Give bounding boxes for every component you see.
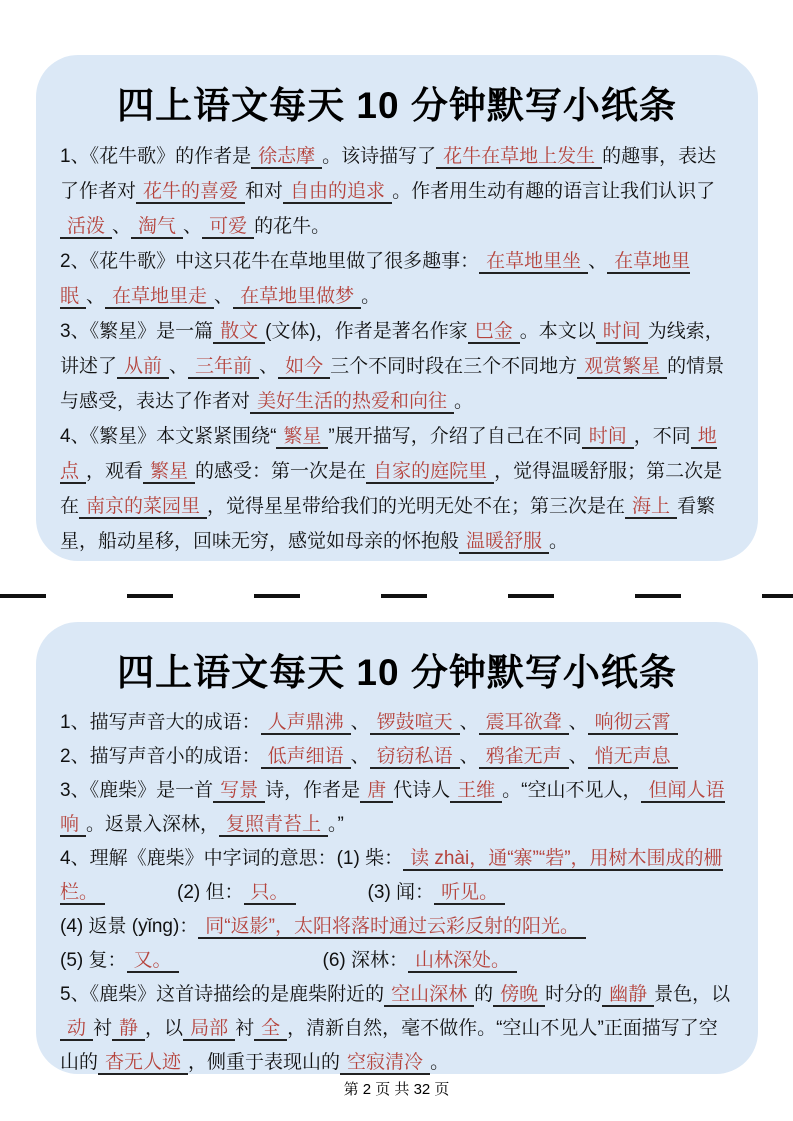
question-text: 衬 — [235, 1018, 255, 1039]
worksheet-item — [60, 139, 734, 244]
question-text: 诗，作者是 — [265, 780, 361, 801]
question-text: 、 — [259, 356, 279, 377]
question-text: 。 — [361, 286, 381, 307]
answer-blank: 时间 — [582, 426, 634, 449]
question-text: 的感受：第一次是在 — [195, 461, 367, 482]
worksheet-item — [60, 978, 734, 1080]
question-text: (5) 复： — [60, 950, 127, 971]
dashed-cut-line — [0, 594, 793, 598]
answer-blank: 花牛在草地上发生 — [436, 146, 602, 169]
question-text: 3、《繁星》是一篇 — [60, 321, 214, 342]
question-text: 、 — [214, 286, 234, 307]
question-text: 的花牛。 — [254, 216, 331, 237]
question-text: 、 — [568, 746, 588, 767]
answer-blank: 在草地里坐 — [479, 251, 588, 274]
answer-blank: 自由的追求 — [283, 181, 392, 204]
question-text: 4、《繁星》本文紧紧围绕“ — [60, 426, 277, 447]
worksheet-card-top — [36, 55, 758, 561]
question-text: 、 — [112, 216, 132, 237]
answer-blank: 活泼 — [60, 216, 112, 239]
question-text: 、 — [350, 712, 370, 733]
answer-blank: 听见。 — [434, 882, 505, 905]
question-text: 看繁星，船动星移，回味无穷，感觉如母亲的怀抱般 — [60, 496, 716, 552]
answer-blank: 散文 — [213, 321, 265, 344]
question-text: 。返景入深林， — [86, 814, 220, 835]
answer-blank: 锣鼓喧天 — [370, 712, 460, 735]
worksheet-card-bottom — [36, 622, 758, 1074]
question-text: 。“空山不见人， — [502, 780, 642, 801]
question-text: ，清新自然，毫不做作。“空山不见人”正面描写了空山的 — [60, 1018, 718, 1073]
answer-blank: 复照青苔上 — [219, 814, 328, 837]
question-text: 景色，以 — [654, 984, 731, 1005]
answer-blank: 唐 — [360, 780, 393, 803]
answer-blank: 但闻人语响 — [60, 780, 725, 835]
answer-blank: 温暖舒服 — [459, 531, 549, 554]
question-text: 的 — [474, 984, 494, 1005]
question-text: 3、《鹿柴》是一首 — [60, 780, 214, 801]
answer-blank: 如今 — [278, 356, 330, 379]
answer-blank: 又。 — [127, 950, 179, 973]
question-text: 和对 — [245, 181, 284, 202]
answer-blank: 可爱 — [202, 216, 254, 239]
question-text: 。” — [328, 814, 344, 835]
card-body — [60, 139, 734, 559]
answer-blank: 自家的庭院里 — [366, 461, 494, 484]
card-title: 四上语文每天 10 分钟默写小纸条 — [117, 652, 677, 693]
question-text: 、 — [169, 356, 189, 377]
answer-blank: 写景 — [213, 780, 265, 803]
question-text: 的情景与感受，表达了作者对 — [60, 356, 725, 412]
page-number: 第 2 页 共 32 页 — [343, 1081, 450, 1098]
answer-blank: 空寂清冷 — [340, 1052, 430, 1075]
answer-blank: 人声鼎沸 — [261, 712, 351, 735]
worksheet-item — [60, 944, 734, 978]
question-text: 的趣事，表达了作者对 — [60, 146, 717, 202]
question-text: 为线索，讲述了 — [60, 321, 724, 377]
card-title: 四上语文每天 10 分钟默写小纸条 — [117, 85, 677, 126]
answer-blank: 读 zhài，通“寨”“砦”，用树木围成的栅栏。 — [60, 848, 723, 903]
question-text: ，觉得星星带给我们的光明无处不在；第三次是在 — [207, 496, 626, 517]
answer-blank: 地点 — [60, 426, 717, 482]
question-text: 、 — [350, 746, 370, 767]
question-text: 2、描写声音小的成语： — [60, 746, 261, 767]
question-text: 2、《花牛歌》中这只花牛在草地里做了很多趣事： — [60, 251, 480, 272]
answer-blank: 徐志摩 — [251, 146, 322, 169]
answer-blank: 窃窃私语 — [370, 746, 460, 769]
answer-blank: 王维 — [450, 780, 502, 803]
question-text: 。 — [430, 1052, 450, 1073]
question-text: 三个不同时段在三个不同地方 — [330, 356, 578, 377]
question-text: 衬 — [93, 1018, 113, 1039]
answer-blank: 时间 — [596, 321, 648, 344]
answer-blank: 全 — [254, 1018, 287, 1041]
question-text: (4) 返景 (yǐng)： — [60, 916, 199, 937]
question-text: 。 — [549, 531, 569, 552]
question-text: 、 — [588, 251, 608, 272]
question-text: 1、《花牛歌》的作者是 — [60, 146, 252, 167]
answer-blank: 在草地里走 — [105, 286, 214, 309]
question-text: 时分的 — [545, 984, 603, 1005]
question-text: 。该诗描写了 — [322, 146, 437, 167]
answer-blank: 从前 — [117, 356, 169, 379]
worksheet-item — [60, 244, 734, 314]
answer-blank: 杳无人迹 — [98, 1052, 188, 1075]
answer-blank: 只。 — [244, 882, 296, 905]
answer-blank: 傍晚 — [493, 984, 545, 1007]
answer-blank: 山林深处。 — [408, 950, 517, 973]
answer-blank: 鸦雀无声 — [479, 746, 569, 769]
answer-blank: 幽静 — [602, 984, 654, 1007]
answer-blank: 低声细语 — [261, 746, 351, 769]
answer-blank: 美好生活的热爱和向往 — [250, 391, 454, 414]
answer-blank: 静 — [112, 1018, 145, 1041]
worksheet-item — [60, 910, 734, 944]
answer-blank: 观赏繁星 — [577, 356, 667, 379]
answer-blank: 花牛的喜爱 — [136, 181, 245, 204]
question-text: ，觉得温暖舒服；第二次是在 — [60, 461, 723, 517]
question-text: 、 — [459, 712, 479, 733]
question-text: ，观看 — [86, 461, 144, 482]
question-text: 。本文以 — [519, 321, 596, 342]
question-text: (3) 闻： — [367, 882, 435, 903]
answer-blank: 巴金 — [468, 321, 520, 344]
worksheet-item — [60, 740, 734, 774]
answer-blank: 南京的菜园里 — [79, 496, 207, 519]
question-text: ，以 — [145, 1018, 184, 1039]
answer-blank: 悄无声息 — [588, 746, 678, 769]
answer-blank: 淘气 — [131, 216, 183, 239]
question-text: (文体)，作者是著名作家 — [265, 321, 468, 342]
question-text: 、 — [459, 746, 479, 767]
worksheet-item — [60, 842, 734, 910]
question-text: 、 — [183, 216, 203, 237]
question-text: ”展开描写，介绍了自己在不同 — [328, 426, 582, 447]
answer-blank: 海上 — [625, 496, 677, 519]
question-text: 、 — [86, 286, 106, 307]
answer-blank: 三年前 — [188, 356, 259, 379]
worksheet-item — [60, 706, 734, 740]
question-text: 1、描写声音大的成语： — [60, 712, 261, 733]
answer-blank: 空山深林 — [384, 984, 474, 1007]
question-text: ，不同 — [633, 426, 691, 447]
answer-blank: 局部 — [183, 1018, 235, 1041]
question-text: (6) 深林： — [322, 950, 409, 971]
question-text: 。 — [454, 391, 474, 412]
question-text: (2) 但： — [177, 882, 244, 903]
answer-blank: 震耳欲聋 — [479, 712, 569, 735]
question-text: 5、《鹿柴》这首诗描绘的是鹿柴附近的 — [60, 984, 385, 1005]
question-text: 4、理解《鹿柴》中字词的意思：(1) 柴： — [60, 848, 404, 869]
answer-blank: 繁星 — [276, 426, 328, 449]
card-body — [60, 706, 734, 1080]
answer-blank: 在草地里做梦 — [233, 286, 361, 309]
worksheet-item — [60, 774, 734, 842]
question-text: 代诗人 — [393, 780, 451, 801]
worksheet-item — [60, 314, 734, 419]
answer-blank: 繁星 — [143, 461, 195, 484]
question-text: 、 — [568, 712, 588, 733]
answer-blank: 动 — [60, 1018, 93, 1041]
answer-blank: 同“返影”，太阳将落时通过云彩反射的阳光。 — [198, 916, 586, 939]
question-text: 。作者用生动有趣的语言让我们认识了 — [392, 181, 716, 202]
answer-blank: 响彻云霄 — [588, 712, 678, 735]
question-text: ，侧重于表现山的 — [188, 1052, 341, 1073]
answer-blank: 在草地里眠 — [60, 251, 691, 307]
worksheet-item — [60, 419, 734, 559]
